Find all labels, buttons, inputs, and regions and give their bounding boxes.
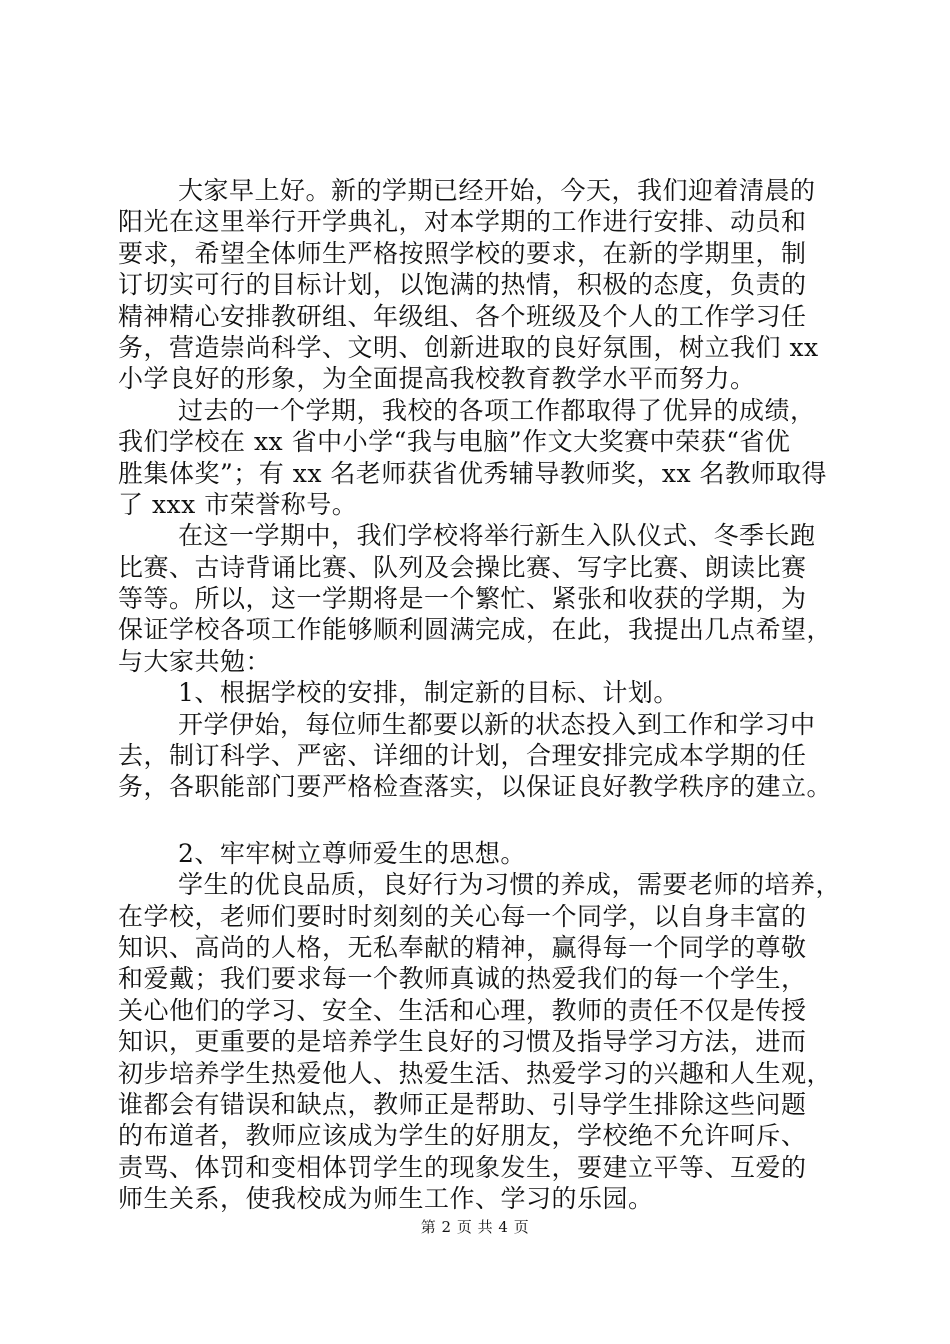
text-line: 过去的一个学期，我校的各项工作都取得了优异的成绩， xyxy=(178,395,816,425)
text-line: 学生的优良品质，良好行为习惯的养成，需要老师的培养， xyxy=(178,870,842,900)
text-line: 师生关系，使我校成为师生工作、学习的乐园。 xyxy=(118,1184,654,1214)
body-text xyxy=(118,175,842,1215)
text-line: 开学伊始，每位师生都要以新的状态投入到工作和学习中 xyxy=(178,709,816,739)
text-line: 务，营造崇尚科学、文明、创新进取的良好氛围，树立我们 xx xyxy=(118,332,819,362)
text-line: 知识、高尚的人格，无私奉献的精神，赢得每一个同学的尊敬 xyxy=(118,932,807,962)
text-line: 等等。所以，这一学期将是一个繁忙、紧张和收获的学期，为 xyxy=(118,584,807,614)
text-line: 去，制订科学、严密、详细的计划，合理安排完成本学期的任 xyxy=(118,741,807,771)
text-line: 关心他们的学习、安全、生活和心理，教师的责任不仅是传授 xyxy=(118,995,807,1025)
text-line: 务，各职能部门要严格检查落实，以保证良好教学秩序的建立。 xyxy=(118,772,833,802)
text-line: 比赛、古诗背诵比赛、队列及会操比赛、写字比赛、朗读比赛 xyxy=(118,552,807,582)
text-line: 我们学校在 xx 省中小学“我与电脑”作文大奖赛中荣获“省优 xyxy=(118,427,791,457)
page-footer: 第 2 页 共 4 页 xyxy=(420,1218,530,1236)
text-line: 与大家共勉： xyxy=(118,646,272,676)
text-line: 在学校，老师们要时时刻刻的关心每一个同学，以自身丰富的 xyxy=(118,901,807,931)
text-line: 和爱戴；我们要求每一个教师真诚的热爱我们的每一个学生， xyxy=(118,964,807,994)
text-line: 要求，希望全体师生严格按照学校的要求，在新的学期里，制 xyxy=(118,238,807,268)
paragraph-gap xyxy=(118,803,838,838)
text-line: 保证学校各项工作能够顺利圆满完成，在此，我提出几点希望， xyxy=(118,615,833,645)
text-line: 大家早上好。新的学期已经开始，今天，我们迎着清晨的 xyxy=(178,176,816,205)
text-line: 的布道者，教师应该成为学生的好朋友，学校绝不允许呵斥、 xyxy=(118,1121,807,1151)
section-heading: 2、牢牢树立尊师爱生的思想。 xyxy=(178,838,526,868)
text-line: 了 xxx 市荣誉称号。 xyxy=(118,489,358,519)
text-line: 初步培养学生热爱他人、热爱生活、热爱学习的兴趣和人生观， xyxy=(118,1058,833,1088)
section-heading: 1、根据学校的安排，制定新的目标、计划。 xyxy=(178,678,679,708)
text-line: 阳光在这里举行开学典礼，对本学期的工作进行安排、动员和 xyxy=(118,207,807,237)
text-line: 小学良好的形象，为全面提高我校教育教学水平而努力。 xyxy=(118,364,756,394)
text-line: 精神精心安排教研组、年级组、各个班级及个人的工作学习任 xyxy=(118,301,807,331)
text-line: 在这一学期中，我们学校将举行新生入队仪式、冬季长跑 xyxy=(178,521,816,551)
text-line: 胜集体奖”；有 xx 名老师获省优秀辅导教师奖，xx 名教师取得 xyxy=(118,458,828,488)
text-line: 知识，更重要的是培养学生良好的习惯及指导学习方法，进而 xyxy=(118,1027,807,1057)
text-line: 谁都会有错误和缺点，教师正是帮助、引导学生排除这些问题 xyxy=(118,1089,807,1119)
text-line: 责骂、体罚和变相体罚学生的现象发生，要建立平等、互爱的 xyxy=(118,1152,807,1182)
text-line: 订切实可行的目标计划，以饱满的热情，积极的态度，负责的 xyxy=(118,270,807,300)
